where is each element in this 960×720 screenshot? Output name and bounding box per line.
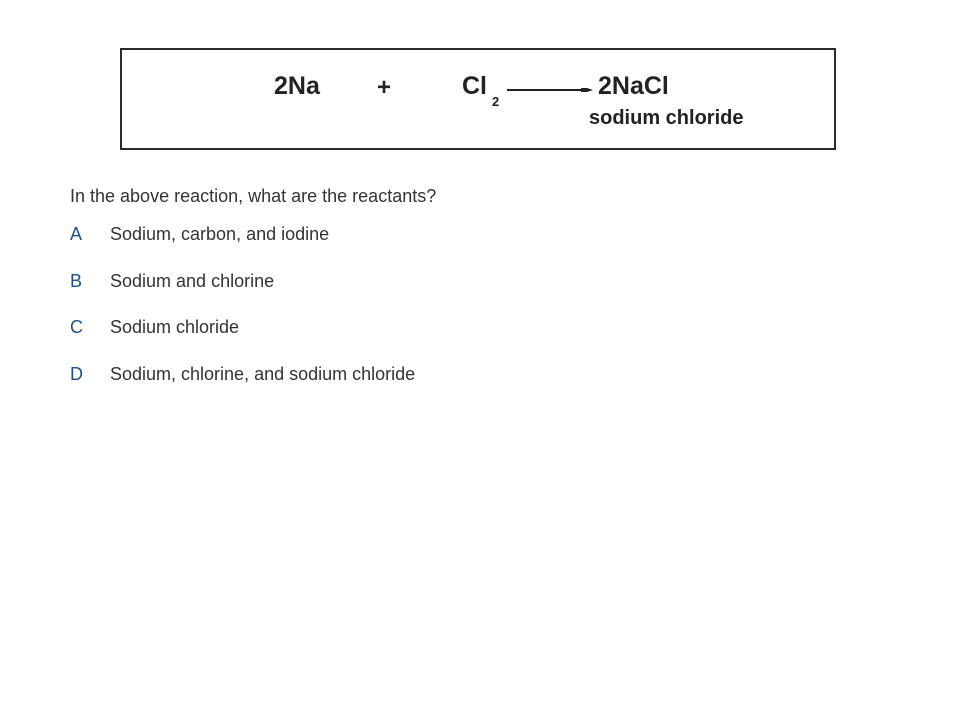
- plus-sign: +: [377, 74, 392, 101]
- product-name: sodium chloride: [589, 107, 744, 129]
- option-text: Sodium, carbon, and iodine: [110, 224, 330, 244]
- product-formula: 2NaCl: [598, 72, 669, 100]
- option-text: Sodium, chlorine, and sodium chloride: [110, 364, 416, 384]
- option-letter: A: [70, 224, 83, 244]
- reaction-arrow-icon: [507, 88, 593, 92]
- question-text: In the above reaction, what are the reactants?: [70, 186, 437, 206]
- option-letter: B: [70, 271, 83, 291]
- equation-box: [120, 48, 836, 150]
- option-text: Sodium and chlorine: [110, 271, 275, 291]
- option-text: Sodium chloride: [110, 317, 240, 337]
- chlorine-subscript: 2: [492, 94, 500, 109]
- option-letter: C: [70, 317, 83, 337]
- reactant-sodium: 2Na: [274, 72, 320, 100]
- option-letter: D: [70, 364, 83, 384]
- reactant-chlorine: Cl: [462, 72, 487, 100]
